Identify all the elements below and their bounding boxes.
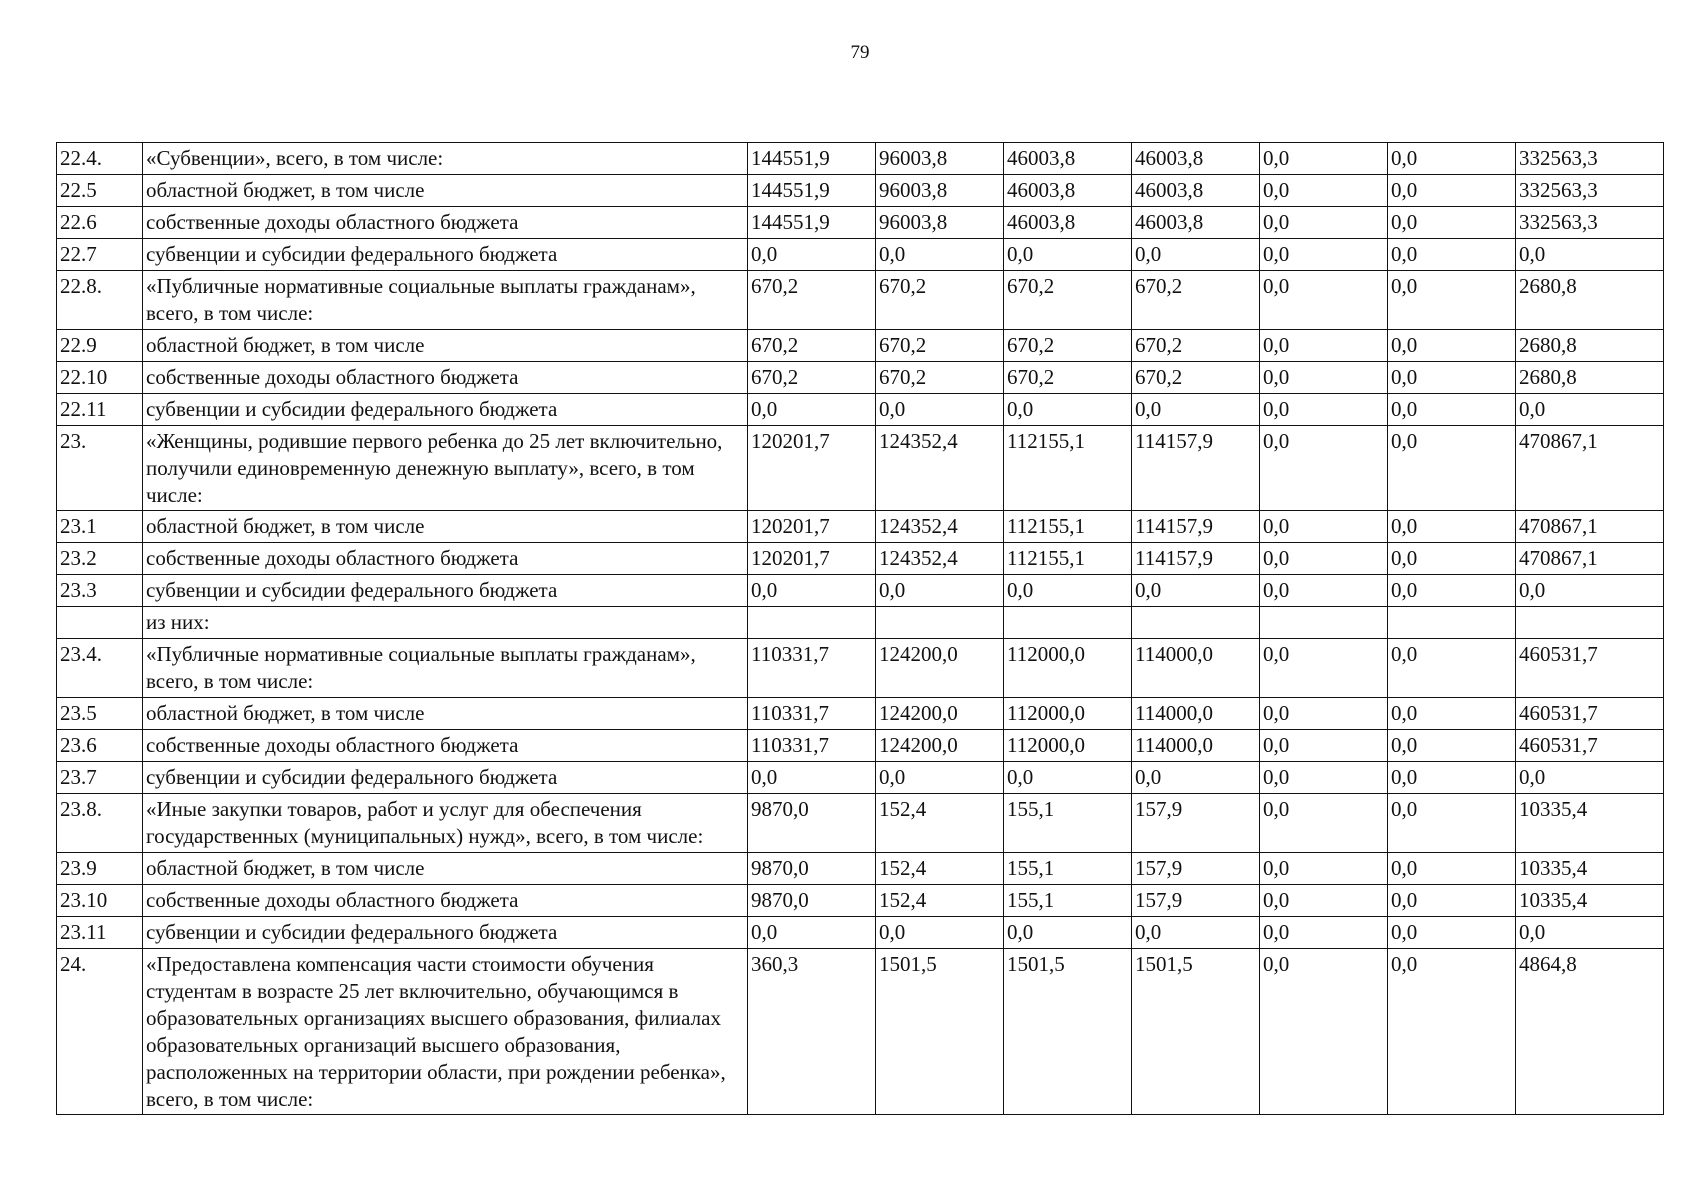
value-cell-col4: 670,2 — [1132, 330, 1260, 362]
value-cell-col3: 670,2 — [1004, 330, 1132, 362]
row-code: 22.8. — [57, 271, 143, 330]
value-cell-col2: 124352,4 — [876, 426, 1004, 511]
value-cell-col4: 670,2 — [1132, 271, 1260, 330]
value-cell-col1: 120201,7 — [748, 543, 876, 575]
value-cell-col4: 114000,0 — [1132, 730, 1260, 762]
row-code: 23.7 — [57, 762, 143, 794]
value-cell-col7: 332563,3 — [1516, 207, 1664, 239]
value-cell-col2: 670,2 — [876, 330, 1004, 362]
value-cell-col6: 0,0 — [1388, 207, 1516, 239]
value-cell-col6: 0,0 — [1388, 394, 1516, 426]
value-cell-col2: 0,0 — [876, 239, 1004, 271]
value-cell-col4: 157,9 — [1132, 885, 1260, 917]
value-cell-col5: 0,0 — [1260, 917, 1388, 949]
row-code: 23.9 — [57, 853, 143, 885]
value-cell-col4 — [1132, 607, 1260, 639]
value-cell-col4: 1501,5 — [1132, 949, 1260, 1115]
value-cell-col2: 124200,0 — [876, 698, 1004, 730]
value-cell-col1: 670,2 — [748, 271, 876, 330]
value-cell-col1: 110331,7 — [748, 730, 876, 762]
table-row — [57, 762, 1664, 794]
value-cell-col3: 112000,0 — [1004, 639, 1132, 698]
value-cell-col5: 0,0 — [1260, 239, 1388, 271]
row-code: 23.11 — [57, 917, 143, 949]
row-description: субвенции и субсидии федерального бюджета — [143, 394, 748, 426]
value-cell-col7: 2680,8 — [1516, 362, 1664, 394]
row-code — [57, 607, 143, 639]
value-cell-col1: 9870,0 — [748, 885, 876, 917]
page-number: 79 — [850, 42, 870, 63]
value-cell-col2: 0,0 — [876, 394, 1004, 426]
value-cell-col3 — [1004, 607, 1132, 639]
value-cell-col6: 0,0 — [1388, 917, 1516, 949]
value-cell-col2: 96003,8 — [876, 143, 1004, 175]
row-description: «Предоставлена компенсация части стоимости обучения студентам в возрасте 25 лет включительно, обучающимся в образовательных организациях высшего образования, филиалах образовательных организаций высшего образования, расположенных на территории области, при рождении ребенка», всего, в том числе: — [143, 949, 748, 1115]
value-cell-col3: 112000,0 — [1004, 730, 1132, 762]
table-row — [57, 607, 1664, 639]
row-code: 23.8. — [57, 794, 143, 853]
table-row — [57, 175, 1664, 207]
value-cell-col2: 0,0 — [876, 575, 1004, 607]
value-cell-col6: 0,0 — [1388, 730, 1516, 762]
value-cell-col2: 124352,4 — [876, 511, 1004, 543]
row-description: собственные доходы областного бюджета — [143, 207, 748, 239]
table-row — [57, 575, 1664, 607]
value-cell-col2: 124200,0 — [876, 639, 1004, 698]
value-cell-col5: 0,0 — [1260, 271, 1388, 330]
value-cell-col2: 1501,5 — [876, 949, 1004, 1115]
value-cell-col7: 0,0 — [1516, 239, 1664, 271]
row-code: 22.11 — [57, 394, 143, 426]
value-cell-col4: 114157,9 — [1132, 543, 1260, 575]
value-cell-col2: 152,4 — [876, 885, 1004, 917]
value-cell-col3: 0,0 — [1004, 917, 1132, 949]
value-cell-col7 — [1516, 607, 1664, 639]
value-cell-col5: 0,0 — [1260, 543, 1388, 575]
value-cell-col5: 0,0 — [1260, 511, 1388, 543]
value-cell-col1: 120201,7 — [748, 426, 876, 511]
value-cell-col6: 0,0 — [1388, 575, 1516, 607]
value-cell-col1: 670,2 — [748, 330, 876, 362]
value-cell-col1: 0,0 — [748, 394, 876, 426]
table-row — [57, 698, 1664, 730]
value-cell-col2: 124200,0 — [876, 730, 1004, 762]
value-cell-col7: 0,0 — [1516, 394, 1664, 426]
row-code: 23.5 — [57, 698, 143, 730]
value-cell-col1: 110331,7 — [748, 639, 876, 698]
value-cell-col7: 332563,3 — [1516, 143, 1664, 175]
table-row — [57, 143, 1664, 175]
value-cell-col3: 0,0 — [1004, 762, 1132, 794]
value-cell-col2: 152,4 — [876, 853, 1004, 885]
row-description: субвенции и субсидии федерального бюджета — [143, 917, 748, 949]
row-description: «Женщины, родившие первого ребенка до 25 лет включительно, получили единовременную денежную выплату», всего, в том числе: — [143, 426, 748, 511]
value-cell-col5: 0,0 — [1260, 762, 1388, 794]
value-cell-col4: 114157,9 — [1132, 426, 1260, 511]
row-description: собственные доходы областного бюджета — [143, 885, 748, 917]
row-description: областной бюджет, в том числе — [143, 853, 748, 885]
table-row — [57, 239, 1664, 271]
value-cell-col6: 0,0 — [1388, 362, 1516, 394]
value-cell-col3: 112155,1 — [1004, 511, 1132, 543]
value-cell-col3: 670,2 — [1004, 271, 1132, 330]
value-cell-col6: 0,0 — [1388, 639, 1516, 698]
value-cell-col7: 460531,7 — [1516, 698, 1664, 730]
row-code: 22.6 — [57, 207, 143, 239]
row-code: 22.9 — [57, 330, 143, 362]
row-description: «Публичные нормативные социальные выплаты гражданам», всего, в том числе: — [143, 271, 748, 330]
value-cell-col6: 0,0 — [1388, 511, 1516, 543]
value-cell-col3: 0,0 — [1004, 575, 1132, 607]
value-cell-col1: 144551,9 — [748, 207, 876, 239]
row-code: 22.4. — [57, 143, 143, 175]
value-cell-col1: 120201,7 — [748, 511, 876, 543]
value-cell-col2: 96003,8 — [876, 175, 1004, 207]
value-cell-col1: 0,0 — [748, 239, 876, 271]
table-row — [57, 394, 1664, 426]
value-cell-col5: 0,0 — [1260, 639, 1388, 698]
table-row — [57, 330, 1664, 362]
row-code: 23.6 — [57, 730, 143, 762]
table-row — [57, 885, 1664, 917]
row-description: субвенции и субсидии федерального бюджета — [143, 239, 748, 271]
table-row — [57, 949, 1664, 1115]
row-code: 23.4. — [57, 639, 143, 698]
row-code: 23.3 — [57, 575, 143, 607]
value-cell-col5: 0,0 — [1260, 394, 1388, 426]
table-row — [57, 511, 1664, 543]
value-cell-col1 — [748, 607, 876, 639]
table-row — [57, 426, 1664, 511]
value-cell-col6: 0,0 — [1388, 239, 1516, 271]
value-cell-col3: 0,0 — [1004, 239, 1132, 271]
table-body — [57, 143, 1664, 1115]
value-cell-col4: 46003,8 — [1132, 143, 1260, 175]
value-cell-col5: 0,0 — [1260, 730, 1388, 762]
value-cell-col7: 332563,3 — [1516, 175, 1664, 207]
value-cell-col2: 670,2 — [876, 271, 1004, 330]
value-cell-col4: 114000,0 — [1132, 698, 1260, 730]
table-row — [57, 271, 1664, 330]
value-cell-col6: 0,0 — [1388, 853, 1516, 885]
value-cell-col6: 0,0 — [1388, 794, 1516, 853]
value-cell-col2: 152,4 — [876, 794, 1004, 853]
value-cell-col6: 0,0 — [1388, 426, 1516, 511]
row-description: «Иные закупки товаров, работ и услуг для обеспечения государственных (муниципальных) нужд», всего, в том числе: — [143, 794, 748, 853]
value-cell-col5: 0,0 — [1260, 949, 1388, 1115]
value-cell-col3: 112000,0 — [1004, 698, 1132, 730]
value-cell-col2: 0,0 — [876, 917, 1004, 949]
value-cell-col6: 0,0 — [1388, 330, 1516, 362]
value-cell-col7: 2680,8 — [1516, 330, 1664, 362]
value-cell-col4: 0,0 — [1132, 239, 1260, 271]
value-cell-col4: 46003,8 — [1132, 175, 1260, 207]
value-cell-col3: 112155,1 — [1004, 426, 1132, 511]
value-cell-col5: 0,0 — [1260, 698, 1388, 730]
row-description: собственные доходы областного бюджета — [143, 362, 748, 394]
value-cell-col1: 670,2 — [748, 362, 876, 394]
row-code: 23.1 — [57, 511, 143, 543]
value-cell-col4: 114157,9 — [1132, 511, 1260, 543]
value-cell-col1: 110331,7 — [748, 698, 876, 730]
value-cell-col6: 0,0 — [1388, 175, 1516, 207]
value-cell-col7: 0,0 — [1516, 575, 1664, 607]
value-cell-col6: 0,0 — [1388, 762, 1516, 794]
value-cell-col7: 10335,4 — [1516, 794, 1664, 853]
row-description: областной бюджет, в том числе — [143, 175, 748, 207]
table-row — [57, 543, 1664, 575]
value-cell-col4: 0,0 — [1132, 917, 1260, 949]
value-cell-col3: 46003,8 — [1004, 143, 1132, 175]
value-cell-col3: 670,2 — [1004, 362, 1132, 394]
row-code: 23.2 — [57, 543, 143, 575]
value-cell-col3: 1501,5 — [1004, 949, 1132, 1115]
value-cell-col7: 460531,7 — [1516, 639, 1664, 698]
value-cell-col1: 360,3 — [748, 949, 876, 1115]
value-cell-col5: 0,0 — [1260, 143, 1388, 175]
row-description: областной бюджет, в том числе — [143, 511, 748, 543]
value-cell-col5: 0,0 — [1260, 330, 1388, 362]
value-cell-col2: 0,0 — [876, 762, 1004, 794]
value-cell-col6: 0,0 — [1388, 698, 1516, 730]
value-cell-col2: 96003,8 — [876, 207, 1004, 239]
value-cell-col7: 2680,8 — [1516, 271, 1664, 330]
row-description: областной бюджет, в том числе — [143, 330, 748, 362]
row-code: 23. — [57, 426, 143, 511]
value-cell-col1: 9870,0 — [748, 794, 876, 853]
value-cell-col7: 470867,1 — [1516, 426, 1664, 511]
value-cell-col1: 0,0 — [748, 917, 876, 949]
value-cell-col5 — [1260, 607, 1388, 639]
value-cell-col3: 155,1 — [1004, 853, 1132, 885]
value-cell-col7: 10335,4 — [1516, 885, 1664, 917]
row-description: областной бюджет, в том числе — [143, 698, 748, 730]
value-cell-col4: 46003,8 — [1132, 207, 1260, 239]
value-cell-col5: 0,0 — [1260, 175, 1388, 207]
row-code: 23.10 — [57, 885, 143, 917]
value-cell-col4: 670,2 — [1132, 362, 1260, 394]
budget-table — [56, 142, 1664, 1115]
value-cell-col5: 0,0 — [1260, 853, 1388, 885]
value-cell-col5: 0,0 — [1260, 426, 1388, 511]
value-cell-col4: 0,0 — [1132, 575, 1260, 607]
value-cell-col5: 0,0 — [1260, 362, 1388, 394]
row-description: «Субвенции», всего, в том числе: — [143, 143, 748, 175]
value-cell-col6: 0,0 — [1388, 543, 1516, 575]
value-cell-col5: 0,0 — [1260, 885, 1388, 917]
value-cell-col4: 0,0 — [1132, 762, 1260, 794]
value-cell-col2: 124352,4 — [876, 543, 1004, 575]
value-cell-col7: 4864,8 — [1516, 949, 1664, 1115]
value-cell-col7: 0,0 — [1516, 917, 1664, 949]
row-description: субвенции и субсидии федерального бюджета — [143, 575, 748, 607]
value-cell-col1: 0,0 — [748, 762, 876, 794]
row-description: субвенции и субсидии федерального бюджета — [143, 762, 748, 794]
value-cell-col3: 0,0 — [1004, 394, 1132, 426]
value-cell-col1: 144551,9 — [748, 143, 876, 175]
row-description: из них: — [143, 607, 748, 639]
value-cell-col5: 0,0 — [1260, 575, 1388, 607]
value-cell-col6: 0,0 — [1388, 143, 1516, 175]
value-cell-col2 — [876, 607, 1004, 639]
table-row — [57, 639, 1664, 698]
value-cell-col6: 0,0 — [1388, 271, 1516, 330]
value-cell-col6: 0,0 — [1388, 949, 1516, 1115]
row-description: «Публичные нормативные социальные выплаты гражданам», всего, в том числе: — [143, 639, 748, 698]
value-cell-col6: 0,0 — [1388, 885, 1516, 917]
table-row — [57, 853, 1664, 885]
value-cell-col1: 0,0 — [748, 575, 876, 607]
value-cell-col7: 460531,7 — [1516, 730, 1664, 762]
row-code: 24. — [57, 949, 143, 1115]
value-cell-col7: 0,0 — [1516, 762, 1664, 794]
value-cell-col7: 470867,1 — [1516, 543, 1664, 575]
table-row — [57, 730, 1664, 762]
table-row — [57, 794, 1664, 853]
row-description: собственные доходы областного бюджета — [143, 730, 748, 762]
value-cell-col3: 46003,8 — [1004, 207, 1132, 239]
value-cell-col4: 114000,0 — [1132, 639, 1260, 698]
value-cell-col5: 0,0 — [1260, 794, 1388, 853]
value-cell-col3: 155,1 — [1004, 794, 1132, 853]
value-cell-col4: 157,9 — [1132, 853, 1260, 885]
value-cell-col2: 670,2 — [876, 362, 1004, 394]
value-cell-col5: 0,0 — [1260, 207, 1388, 239]
value-cell-col4: 0,0 — [1132, 394, 1260, 426]
value-cell-col7: 10335,4 — [1516, 853, 1664, 885]
value-cell-col6 — [1388, 607, 1516, 639]
table-row — [57, 917, 1664, 949]
value-cell-col1: 144551,9 — [748, 175, 876, 207]
value-cell-col3: 155,1 — [1004, 885, 1132, 917]
row-description: собственные доходы областного бюджета — [143, 543, 748, 575]
row-code: 22.7 — [57, 239, 143, 271]
value-cell-col1: 9870,0 — [748, 853, 876, 885]
value-cell-col3: 46003,8 — [1004, 175, 1132, 207]
row-code: 22.10 — [57, 362, 143, 394]
row-code: 22.5 — [57, 175, 143, 207]
table-row — [57, 362, 1664, 394]
value-cell-col7: 470867,1 — [1516, 511, 1664, 543]
value-cell-col3: 112155,1 — [1004, 543, 1132, 575]
value-cell-col4: 157,9 — [1132, 794, 1260, 853]
table-row — [57, 207, 1664, 239]
